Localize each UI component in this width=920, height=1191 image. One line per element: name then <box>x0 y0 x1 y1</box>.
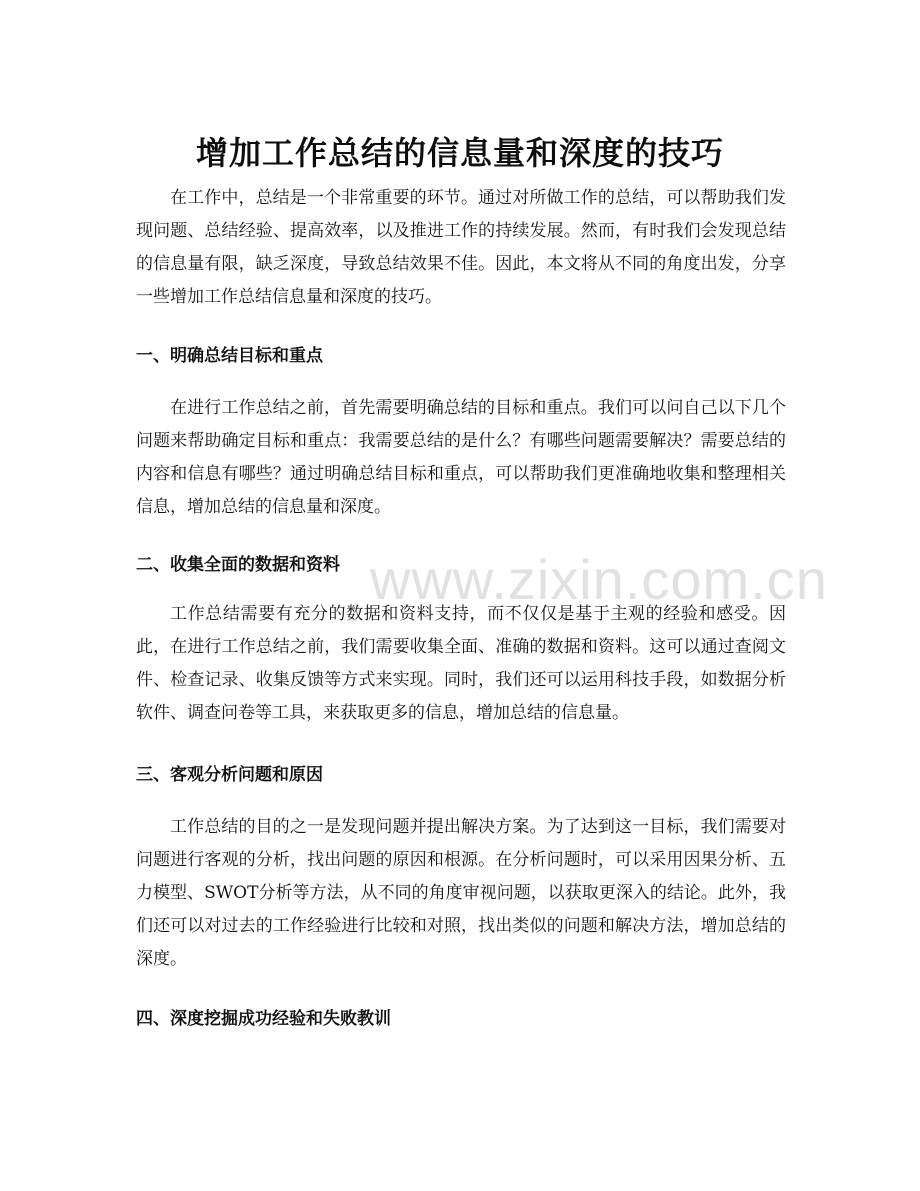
section-1-heading: 一、明确总结目标和重点 <box>136 346 323 366</box>
watermark: www.zixin.com.cn <box>370 548 828 611</box>
section-3-heading: 三、客观分析问题和原因 <box>136 765 323 785</box>
document-title: 增加工作总结的信息量和深度的技巧 <box>195 134 724 173</box>
intro-paragraph: 在工作中，总结是一个非常重要的环节。通过对所做工作的总结，可以帮助我们发现问题、总结经验、提高效率，以及推进工作的持续发展。然而，有时我们会发现总结的信息量有限，缺乏深度，导致总结效果不佳。因此，本文将从不同的角度出发，分享一些增加工作总结信息量和深度的技巧。 <box>136 188 786 307</box>
section-4-heading: 四、深度挖掘成功经验和失败教训 <box>136 1009 391 1029</box>
section-3-paragraph: 工作总结的目的之一是发现问题并提出解决方案。为了达到这一目标，我们需要对问题进行客观的分析，找出问题的原因和根源。在分析问题时，可以采用因果分析、五力模型、SWOT分析等方法，从不同的角度审视问题，以获取更深入的结论。此外，我们还可以对过去的工作经验进行比较和对照，找出类似的问题和解决方法，增加总结的深度。 <box>136 817 786 969</box>
section-2-paragraph: 工作总结需要有充分的数据和资料支持，而不仅仅是基于主观的经验和感受。因此，在进行工作总结之前，我们需要收集全面、准确的数据和资料。这可以通过查阅文件、检查记录、收集反馈等方式来实现。同时，我们还可以运用科技手段，如数据分析软件、调查问卷等工具，来获取更多的信息，增加总结的信息量。 <box>136 604 786 723</box>
section-1-paragraph: 在进行工作总结之前，首先需要明确总结的目标和重点。我们可以问自己以下几个问题来帮助确定目标和重点：我需要总结的是什么？有哪些问题需要解决？需要总结的内容和信息有哪些？通过明确总结目标和重点，可以帮助我们更准确地收集和整理相关信息，增加总结的信息量和深度。 <box>136 398 786 517</box>
section-2-heading: 二、收集全面的数据和资料 <box>136 555 340 575</box>
